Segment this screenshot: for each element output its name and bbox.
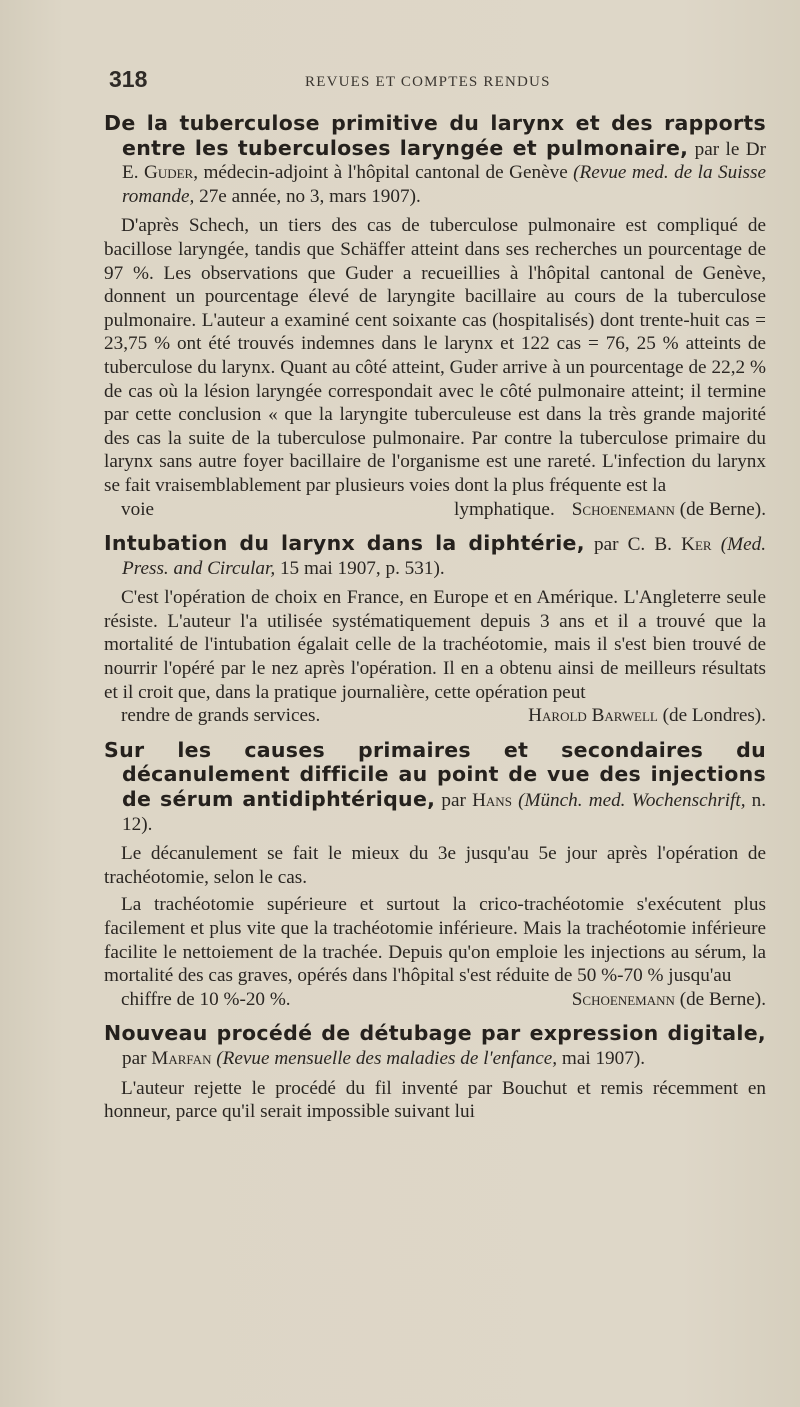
review-article — [104, 112, 766, 521]
article-author: Marfan — [151, 1047, 212, 1069]
signature-line — [104, 988, 766, 1012]
signature-line — [104, 498, 766, 522]
article-paragraph — [104, 1077, 766, 1124]
article-heading — [104, 112, 766, 208]
article-by: par C. B. — [593, 534, 672, 556]
reviewer-place: (de Berne). — [679, 498, 766, 520]
article-source: (Revue mensuelle des maladies de l'enfance, — [216, 1047, 558, 1069]
article-title: De la tuberculose primitive du larynx et des rapports entre les tuberculoses laryngée et pulmonaire, — [104, 111, 766, 160]
article-paragraph — [104, 842, 766, 889]
article-title: Intubation du larynx dans la diphtérie, — [104, 531, 585, 556]
page-number: 318 — [109, 66, 148, 92]
running-head — [105, 66, 765, 100]
article-by: par — [122, 1047, 147, 1069]
article-source: (Revue med. de la Suisse romande, — [122, 162, 766, 207]
article-heading — [104, 1022, 766, 1070]
article-ref: 15 mai 1907, p. 531). — [279, 557, 445, 579]
article-author: Guder — [143, 162, 194, 184]
last-line-text: chiffre de 10 %-20 %. — [121, 988, 291, 1010]
article-source: (Med. Press. and Circular, — [122, 534, 767, 579]
paragraph-text: D'après Schech, un tiers des cas de tuberculose pulmonaire est compliqué de bacillose laryngée, tandis que Schäffer atteint dans ses recherches un pourcentage de 97 %. Les observations que Guder a recueillies à l'hôpital cantonal de Genève, donnent un pourcentage élevé de laryngite bacillaire au cours de la tuberculose pulmonaire. L'auteur a examiné cent soixante cas (hospitalisés) dont trente-huit cas = 23,75 % ont été trouvés indemnes dans le larynx et 122 cas = 76, 25 % atteints de tuberculose du larynx. Quant au côté atteint, Guder arrive à un pourcentage de 22,2 % de cas où la lésion laryngée correspondait avec le côté pulmonaire atteint; il termine par cette conclusion « que la laryngite tuberculeuse est dans la très grande majorité des cas la suite de la tuberculose pulmonaire. Par contre la tuberculose primaire du larynx sans autre foyer bacillaire de l'organisme est une rareté. L'infection du larynx se fait vraisemblablement par plusieurs voies dont la plus fréquente est la — [104, 215, 766, 496]
article-heading — [104, 532, 766, 580]
review-article — [104, 739, 766, 1012]
reviewer-place: (de Londres). — [662, 705, 766, 727]
reviewer-name: Schoenemann — [571, 498, 675, 520]
article-author: Hans — [472, 790, 512, 812]
running-title: REVUES ET COMPTES RENDUS — [305, 74, 551, 90]
article-column — [104, 112, 766, 1135]
article-by: par le Dr E. — [122, 138, 767, 184]
article-title: Nouveau procédé de détubage par expression digitale, — [104, 1021, 766, 1046]
reviewer-signature — [555, 498, 766, 522]
article-author-desc: , médecin-adjoint à l'hôpital cantonal de Genève — [193, 162, 568, 184]
paragraph-text: La trachéotomie supérieure et surtout la crico-trachéotomie s'exécutent plus facilement et plus vite que la trachéotomie inférieure. Mais la trachéotomie inférieure facilite le nettoiement de la trachée. Depuis qu'on emploie les injections au sérum, la mortalité des cas graves, opérés dans l'hôpital s'est réduite de 50 %-70 % jusqu'au — [104, 894, 766, 987]
review-article — [104, 1022, 766, 1123]
review-article — [104, 532, 766, 728]
article-paragraph — [104, 893, 766, 1011]
article-title: Sur les causes primaires et secondaires du décanulement difficile au point de vue des injections de sérum antidiphtérique, — [104, 737, 766, 812]
paragraph-text: C'est l'opération de choix en France, en Europe et en Amérique. L'Angleterre seule résiste. L'auteur l'a utilisée systématiquement depuis 3 ans et il a trouvé que la mortalité de l'intubation égalait celle de la trachéotomie, mais il s'est bien trouvé de nourrir l'opéré par le nez après l'opération. Il en a obtenu ainsi de meilleurs résultats et il croit que, dans la pratique journalière, cette opération peut — [104, 587, 766, 703]
article-paragraph — [104, 214, 766, 521]
reviewer-signature — [555, 988, 766, 1012]
article-ref: mai 1907). — [561, 1047, 646, 1069]
reviewer-place: (de Berne). — [679, 988, 766, 1010]
reviewer-signature — [511, 704, 766, 728]
reviewer-name: Harold Barwell — [528, 705, 658, 727]
article-source: (Münch. med. Wochenschrift, — [518, 790, 746, 812]
signature-line — [104, 704, 766, 728]
article-heading — [104, 739, 766, 836]
reviewer-name: Schoenemann — [571, 988, 675, 1010]
article-ref: 27e année, no 3, mars 1907). — [199, 185, 421, 207]
paragraph-text: Le décanulement se fait le mieux du 3e jusqu'au 5e jour après l'opération de trachéotomie, selon le cas. — [104, 843, 766, 888]
article-ref: n. 12). — [122, 790, 767, 835]
paragraph-text: L'auteur rejette le procédé du fil inventé par Bouchut et remis récemment en honneur, parce qu'il serait impossible suivant lui — [104, 1077, 766, 1123]
article-author: Ker — [681, 534, 712, 556]
article-paragraph — [104, 586, 766, 728]
article-by: par — [441, 790, 466, 812]
last-line-text: voie lymphatique. — [121, 498, 555, 520]
last-line-text: rendre de grands services. — [121, 705, 321, 727]
